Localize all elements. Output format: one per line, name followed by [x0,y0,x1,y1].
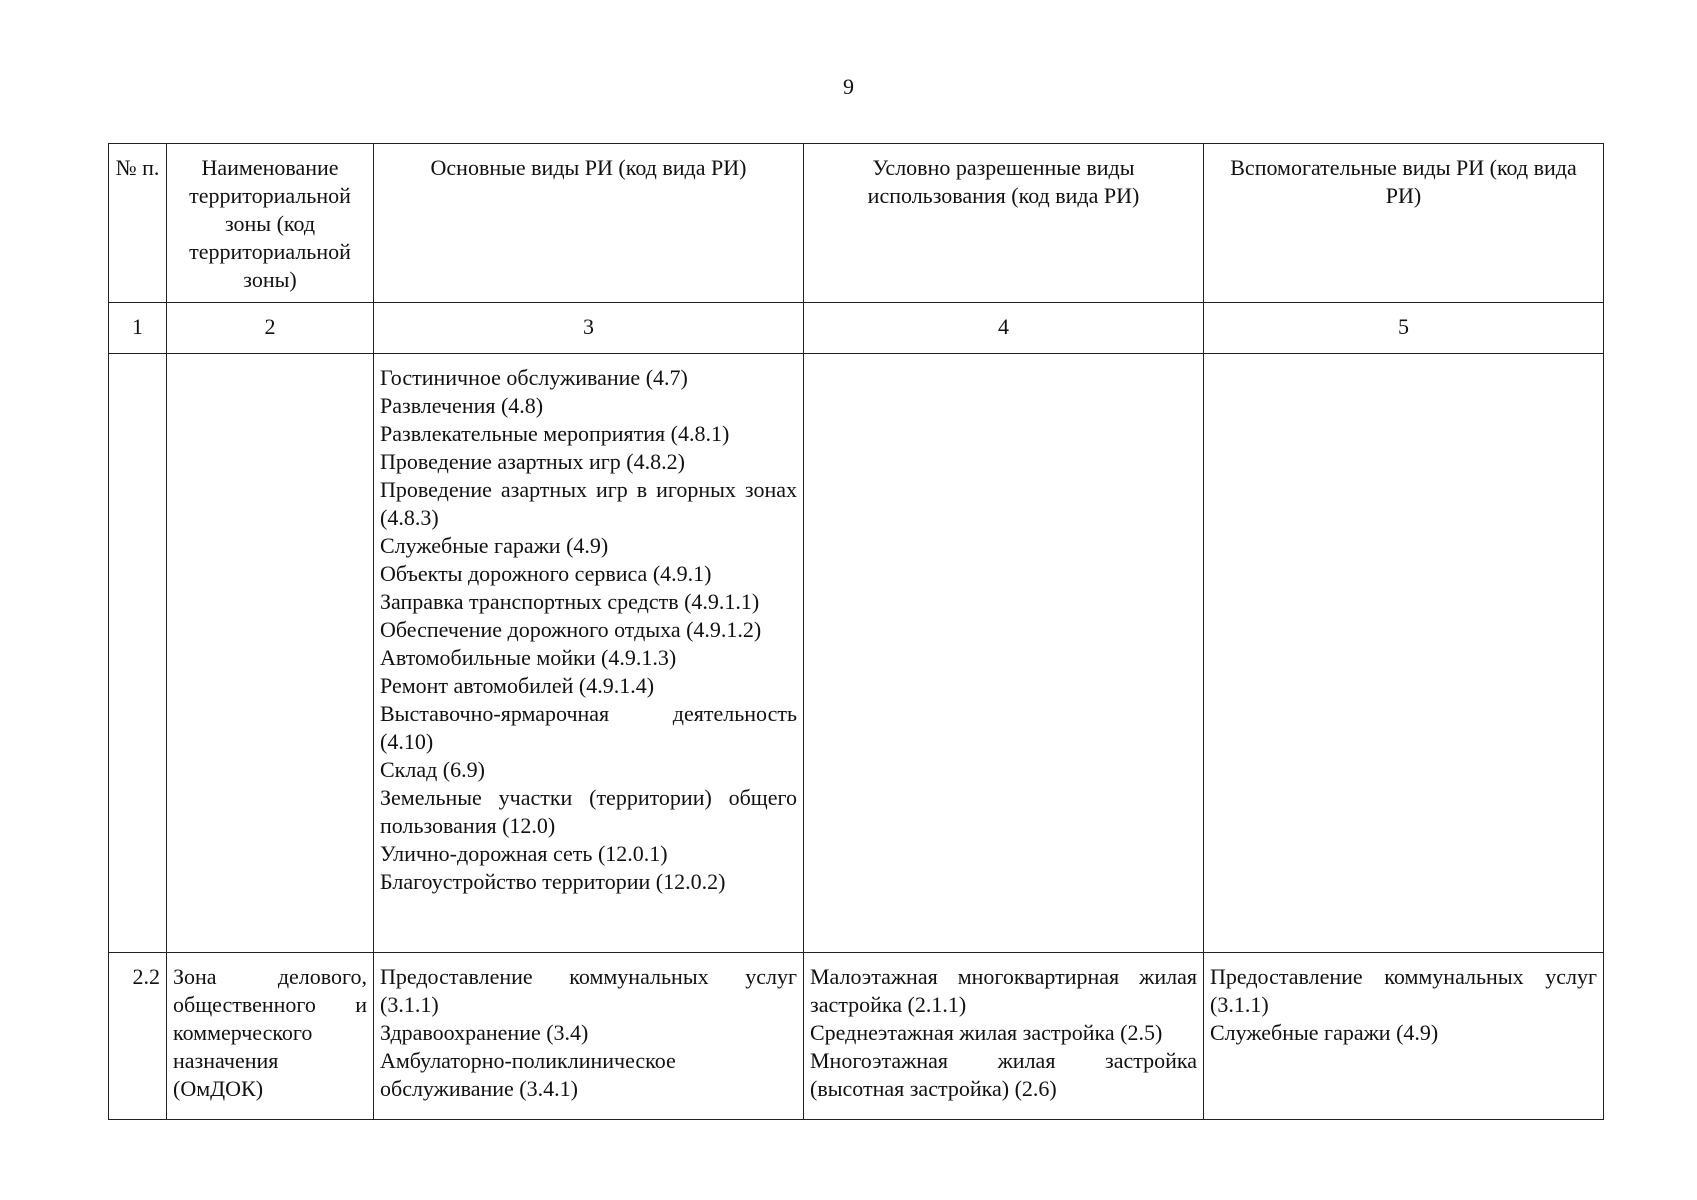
header-zone-name: Наименование территориальной зоны (код территориальной зоны) [167,144,374,303]
list-item: Развлечения (4.8) [380,393,544,418]
zone-name [167,354,374,953]
main-uses-cell [374,953,804,1120]
list-item: Склад (6.9) [380,757,485,782]
header-main-uses: Основные виды РИ (код вида РИ) [374,144,804,303]
list-item: Малоэтажная многоквартирная жилая застройка (2.1.1) [810,964,1197,1017]
list-item: Обеспечение дорожного отдыха (4.9.1.2) [380,617,762,642]
list-item: Предоставление коммунальных услуг (3.1.1) [1210,964,1597,1017]
conditional-uses-cell [804,354,1204,953]
header-row [109,144,1604,303]
page-number: 9 [843,74,854,99]
column-number: 4 [804,303,1204,354]
list-item: Многоэтажная жилая застройка (высотная застройка) (2.6) [810,1048,1197,1101]
column-number: 1 [109,303,167,354]
list-item: Гостиничное обслуживание (4.7) [380,365,688,390]
table-row [109,953,1604,1120]
column-numbers-row [109,303,1604,354]
list-item: Проведение азартных игр в игорных зонах (4.8.3) [380,477,797,530]
list-item: Земельные участки (территории) общего пользования (12.0) [380,785,797,838]
main-uses-cell [374,354,804,953]
list-item: Предоставление коммунальных услуг (3.1.1) [380,964,797,1017]
auxiliary-uses-cell [1204,953,1604,1120]
list-item: Развлекательные мероприятия (4.8.1) [380,421,730,446]
list-item: Выставочно-ярмарочная деятельность (4.10) [380,701,797,754]
header-number: № п. [109,144,167,303]
list-item: Благоустройство территории (12.0.2) [380,869,726,894]
row-number: 2.2 [109,953,167,1120]
list-item: Объекты дорожного сервиса (4.9.1) [380,561,712,586]
list-item: Служебные гаражи (4.9) [1210,1020,1439,1045]
auxiliary-uses-cell [1204,354,1604,953]
list-item: Здравоохранение (3.4) [380,1020,589,1045]
table-row [109,354,1604,953]
header-auxiliary-uses: Вспомогательные виды РИ (код вида РИ) [1204,144,1604,303]
zone-name: Зона делового, общественного и коммерческого назначения (ОмДОК) [167,953,374,1120]
header-conditional-uses: Условно разрешенные виды использования (код вида РИ) [804,144,1204,303]
list-item: Заправка транспортных средств (4.9.1.1) [380,589,760,614]
column-number: 5 [1204,303,1604,354]
list-item: Улично-дорожная сеть (12.0.1) [380,841,668,866]
list-item: Ремонт автомобилей (4.9.1.4) [380,673,655,698]
column-number: 2 [167,303,374,354]
list-item: Служебные гаражи (4.9) [380,533,609,558]
list-item: Проведение азартных игр (4.8.2) [380,449,685,474]
column-number: 3 [374,303,804,354]
conditional-uses-cell [804,953,1204,1120]
list-item: Амбулаторно-поликлиническое обслуживание (3.4.1) [380,1048,676,1101]
list-item: Среднеэтажная жилая застройка (2.5) [810,1020,1163,1045]
list-item: Автомобильные мойки (4.9.1.3) [380,645,677,670]
row-number [109,354,167,953]
zones-table [108,143,1604,1120]
